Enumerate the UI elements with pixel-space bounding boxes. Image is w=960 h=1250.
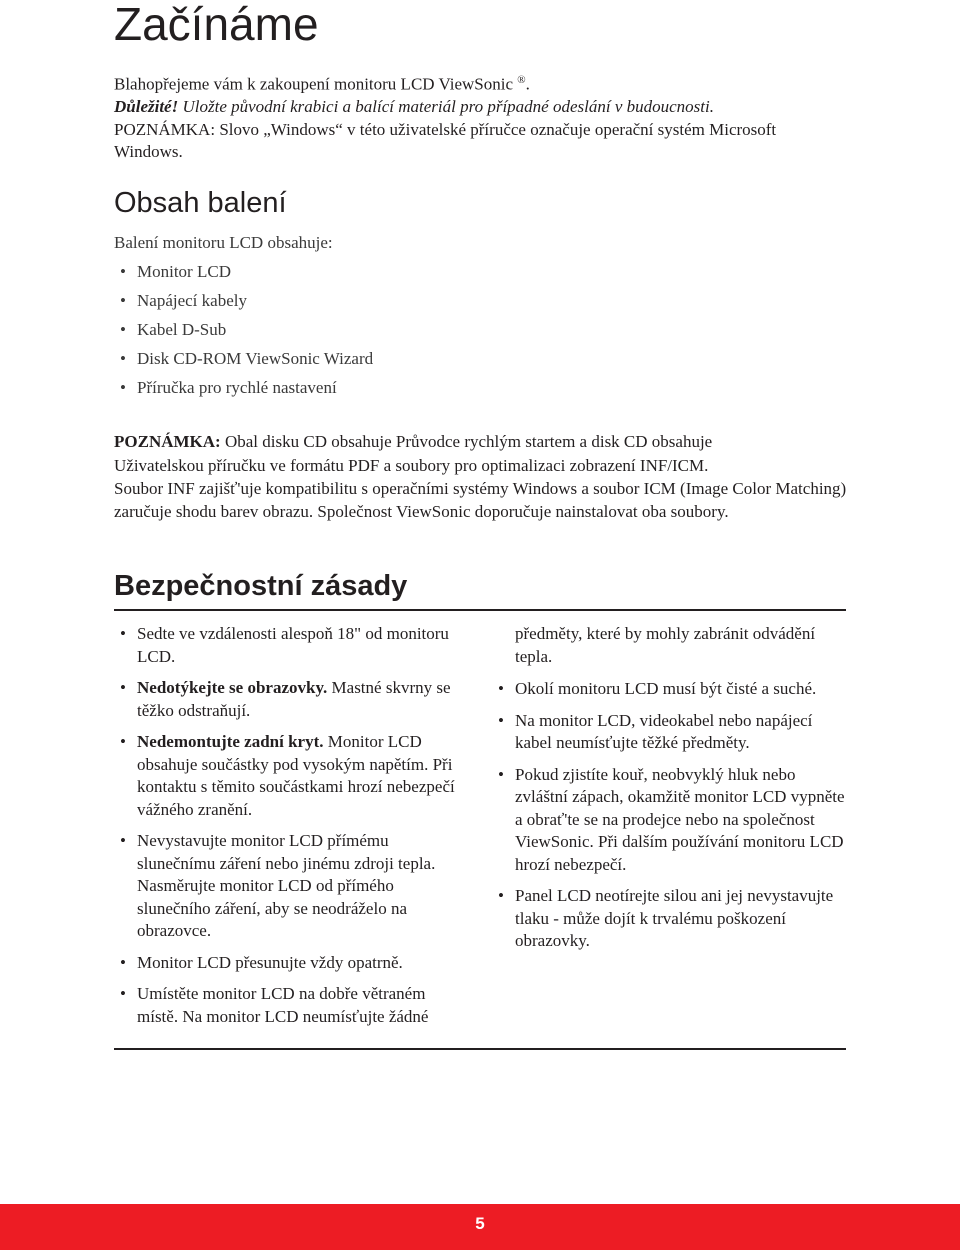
item-text: Nevystavujte monitor LCD přímému slunečnímu záření nebo jinému zdroji tepla. Nasměrujte monitor LCD od přímého slunečního záření, aby se neodráželo na obrazovce. xyxy=(137,831,436,940)
bullet-icon: • xyxy=(120,291,126,310)
safety-right-continuation: předměty, které by mohly zabránit odvádění tepla. xyxy=(515,624,816,666)
bullet-icon: • xyxy=(120,984,126,1003)
item-text: Mastné skvrny se těžko odstraňují. xyxy=(137,678,451,720)
item-text: Monitor LCD obsahuje součástky pod vysokým napětím. Při kontaktu s těmito součástkami hrozí nebezpečí vážného zranění. xyxy=(137,732,455,819)
top-divider xyxy=(114,609,846,611)
intro-congrats xyxy=(114,69,854,96)
list-item xyxy=(498,678,845,701)
item-text: Na monitor LCD, videokabel nebo napájecí kabel neumísťujte těžké předměty. xyxy=(515,710,813,752)
package-lead: Balení monitoru LCD obsahuje: xyxy=(114,233,333,252)
bullet-icon: • xyxy=(120,831,126,850)
intro-important xyxy=(114,96,854,119)
package-note xyxy=(114,430,854,523)
intro-note xyxy=(114,119,844,164)
safety-heading: Bezpečnostní zásady xyxy=(114,570,408,602)
bottom-divider xyxy=(114,1048,846,1050)
note-text: Slovo „Windows“ v této uživatelské příručce označuje operační systém Microsoft Windows. xyxy=(114,119,777,162)
list-item xyxy=(120,623,467,668)
package-note-rest: Soubor INF zajišť'uje kompatibilitu s operačními systémy Windows a soubor ICM (Image Color Matching) zaručuje shodu barev obrazu. Společnost ViewSonic doporučuje nainstalovat oba soubory. xyxy=(114,479,847,521)
list-item-text: Kabel D-Sub xyxy=(137,320,227,339)
congrats-end: . xyxy=(525,74,530,94)
registered-mark: ® xyxy=(517,74,526,86)
list-item-text: Příručka pro rychlé nastavení xyxy=(137,378,337,397)
bullet-icon: • xyxy=(498,764,504,784)
bullet-icon: • xyxy=(120,732,126,751)
important-label: Důležité! xyxy=(114,97,179,117)
bullet-icon: • xyxy=(120,952,126,972)
list-item xyxy=(120,952,467,975)
safety-right-list xyxy=(498,678,845,962)
list-item xyxy=(120,290,637,319)
list-item-text: Disk CD-ROM ViewSonic Wizard xyxy=(137,349,374,368)
intro-paragraph xyxy=(114,69,854,164)
bullet-icon: • xyxy=(120,378,126,397)
list-item xyxy=(120,319,637,348)
important-text: Uložte původní krabici a balící materiál pro případné odeslání v budoucnosti. xyxy=(178,97,714,117)
safety-left-list xyxy=(120,623,467,1037)
list-item xyxy=(120,983,467,1028)
package-note-line1 xyxy=(114,430,854,454)
package-list xyxy=(120,261,637,406)
bullet-icon: • xyxy=(120,624,126,643)
bullet-icon: • xyxy=(498,679,504,698)
package-note-text1: Obal disku CD obsahuje Průvodce rychlým startem a disk CD obsahuje xyxy=(220,432,713,451)
list-item xyxy=(120,731,467,821)
list-item xyxy=(120,348,637,377)
list-item-text: Monitor LCD xyxy=(137,262,231,281)
item-text: Monitor LCD přesunujte vždy opatrně. xyxy=(137,952,403,972)
list-item xyxy=(120,830,467,943)
item-text: Umístěte monitor LCD na dobře větraném místě. Na monitor LCD neumísťujte žádné xyxy=(137,984,429,1026)
congrats-text: Blahopřejeme vám k zakoupení monitoru LCD ViewSonic xyxy=(114,74,514,94)
item-bold: Nedotýkejte se obrazovky. xyxy=(137,678,328,697)
item-text: Okolí monitoru LCD musí být čisté a suché. xyxy=(515,679,817,698)
bullet-icon: • xyxy=(120,349,126,368)
list-item xyxy=(120,677,467,722)
list-item xyxy=(120,377,637,406)
list-item xyxy=(498,764,845,877)
bullet-icon: • xyxy=(498,886,504,905)
package-heading: Obsah balení xyxy=(114,187,287,219)
page-title: Začínáme xyxy=(114,0,319,50)
note-label: POZNÁMKA: xyxy=(114,119,216,139)
list-item xyxy=(120,261,637,290)
package-note-line2: Uživatelskou příručku ve formátu PDF a soubory pro optimalizaci zobrazení INF/ICM. xyxy=(114,456,709,475)
page-number: 5 xyxy=(475,1214,485,1233)
list-item-text: Napájecí kabely xyxy=(137,291,247,310)
bullet-icon: • xyxy=(120,320,126,339)
item-text: Panel LCD neotírejte silou ani jej nevystavujte tlaku - může dojít k trvalému poškození obrazovky. xyxy=(515,886,834,950)
item-text: Pokud zjistíte kouř, neobvyklý hluk nebo zvláštní zápach, okamžitě monitor LCD vypněte a obrať'te se na prodejce nebo na společnost ViewSonic. Při dalším používání monitoru LCD hrozí nebezpečí. xyxy=(515,764,845,874)
item-bold: Nedemontujte zadní kryt. xyxy=(137,732,324,751)
list-item xyxy=(498,885,845,953)
bullet-icon: • xyxy=(120,262,126,281)
bullet-icon: • xyxy=(498,710,504,730)
package-note-label: POZNÁMKA: xyxy=(114,432,221,451)
item-text: Sedte ve vzdálenosti alespoň 18" od monitoru LCD. xyxy=(137,624,449,666)
bullet-icon: • xyxy=(120,678,126,697)
list-item xyxy=(498,710,845,755)
